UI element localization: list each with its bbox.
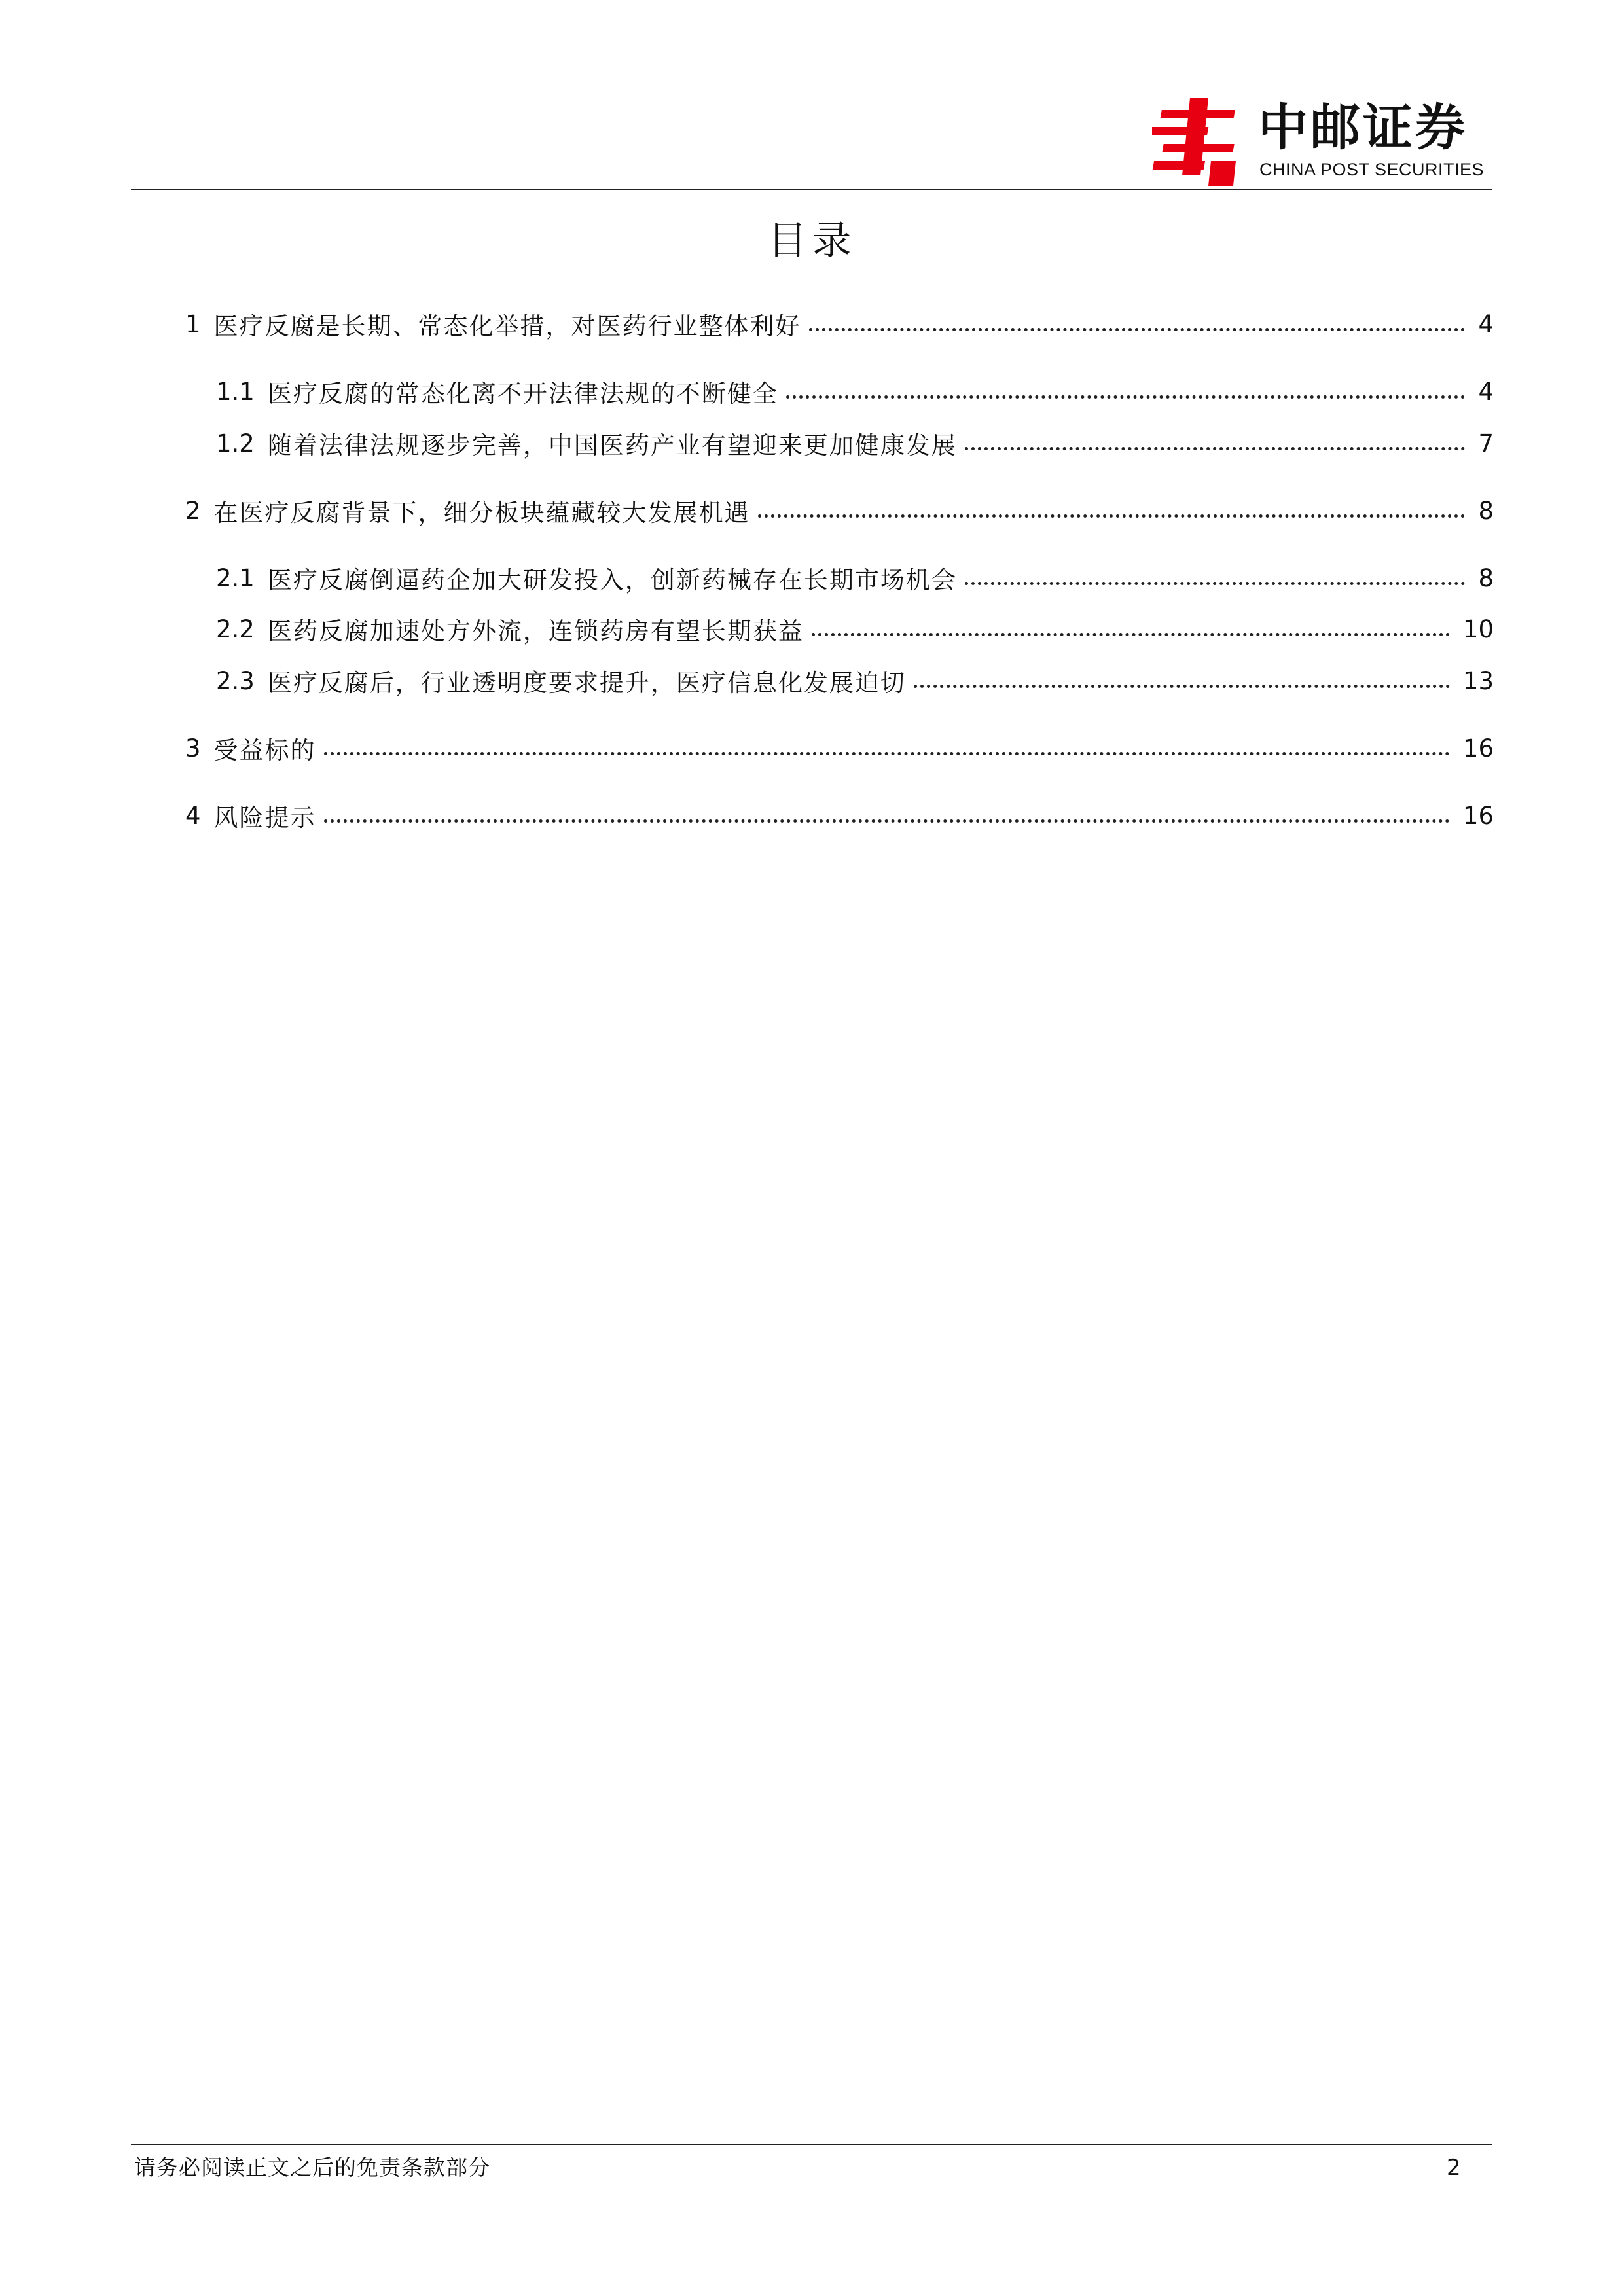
china-post-logo-icon <box>1152 98 1247 187</box>
toc-entry-number: 3 <box>185 734 201 762</box>
toc-entry-number: 2.2 <box>216 615 255 643</box>
logo-chinese-name: 中邮证券 <box>1258 98 1468 156</box>
toc-entry-page: 10 <box>1462 615 1494 643</box>
toc-dot-leader <box>965 582 1466 585</box>
toc-entry-page: 16 <box>1462 734 1494 762</box>
toc-entry-page: 16 <box>1462 801 1494 830</box>
toc-entry-title: 风险提示 <box>213 804 316 832</box>
toc-entry-page: 8 <box>1478 496 1494 525</box>
toc-entry-page: 7 <box>1478 429 1494 457</box>
toc-entry-title: 在医疗反腐背景下，细分板块蕴藏较大发展机遇 <box>213 499 750 527</box>
toc-entry[interactable] <box>216 558 1494 598</box>
toc-dot-leader <box>812 633 1450 636</box>
toc-entry-title: 医疗反腐是长期、常态化举措，对医药行业整体利好 <box>213 312 801 340</box>
toc-dot-leader <box>809 328 1466 331</box>
toc-entry-page: 8 <box>1478 564 1494 592</box>
toc-entry-number: 1.1 <box>216 377 255 406</box>
toc-entry-number: 4 <box>185 801 201 830</box>
company-logo <box>1152 98 1506 187</box>
toc-entry-title: 随着法律法规逐步完善，中国医药产业有望迎来更加健康发展 <box>267 431 957 459</box>
toc-entry[interactable] <box>185 728 1494 768</box>
toc-title: 目录 <box>767 218 857 264</box>
footer-page-number: 2 <box>1447 2155 1461 2181</box>
toc-entry[interactable] <box>216 661 1494 700</box>
toc-dot-leader <box>324 819 1450 823</box>
toc-entry[interactable] <box>185 796 1494 835</box>
toc-entry-title: 医疗反腐后，行业透明度要求提升，医疗信息化发展迫切 <box>267 669 906 697</box>
toc-dot-leader <box>914 685 1450 688</box>
toc-entry-number: 2.3 <box>216 666 255 695</box>
toc-dot-leader <box>324 752 1450 755</box>
toc-entry-number: 1 <box>185 310 201 338</box>
toc-entry-page: 4 <box>1478 377 1494 406</box>
toc-entry[interactable] <box>185 304 1494 344</box>
footer-disclaimer: 请务必阅读正文之后的免责条款部分 <box>134 2155 490 2180</box>
toc-dot-leader <box>965 447 1466 450</box>
footer-divider <box>131 2144 1492 2145</box>
toc-entry[interactable] <box>216 372 1494 411</box>
toc-entry-title: 医疗反腐的常态化离不开法律法规的不断健全 <box>267 380 778 408</box>
toc-entry-page: 13 <box>1462 666 1494 695</box>
toc-entry-title: 受益标的 <box>213 736 316 764</box>
toc-entry-number: 2.1 <box>216 564 255 592</box>
header-divider <box>131 189 1492 190</box>
toc-dot-leader <box>758 514 1466 518</box>
toc-entry-number: 2 <box>185 496 201 525</box>
toc-entry-number: 1.2 <box>216 429 255 457</box>
toc-dot-leader <box>786 395 1466 399</box>
toc-entry[interactable] <box>185 491 1494 530</box>
logo-english-name: CHINA POST SECURITIES <box>1259 160 1485 179</box>
toc-entry-page: 4 <box>1478 310 1494 338</box>
toc-entry-title: 医药反腐加速处方外流，连锁药房有望长期获益 <box>267 617 804 645</box>
toc-entry[interactable] <box>216 423 1494 463</box>
toc-entry[interactable] <box>216 609 1494 649</box>
toc-entry-title: 医疗反腐倒逼药企加大研发投入，创新药械存在长期市场机会 <box>267 566 957 594</box>
